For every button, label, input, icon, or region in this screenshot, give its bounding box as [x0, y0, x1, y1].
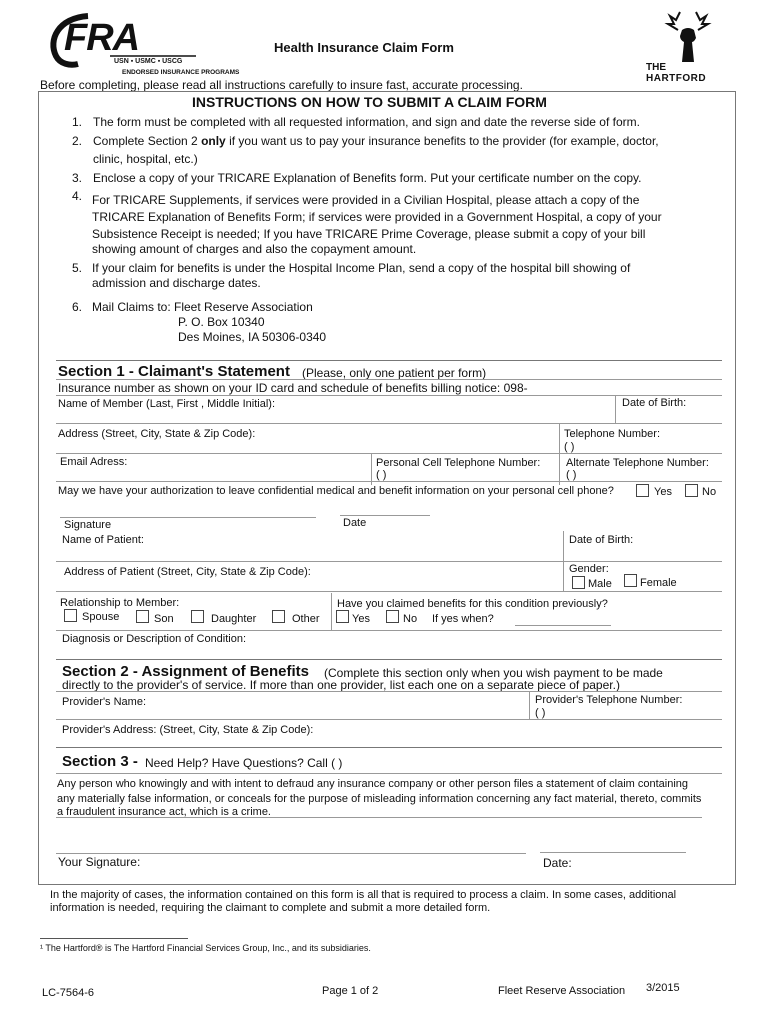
stag-icon: [658, 8, 718, 64]
relationship-label: Relationship to Member:: [60, 597, 180, 609]
rel-son-checkbox[interactable]: [136, 610, 149, 623]
section3-help: Need Help? Have Questions? Call ( ): [145, 756, 343, 770]
signature-date-field[interactable]: [340, 515, 430, 516]
provider-phone-label: Provider's Telephone Number:: [535, 694, 683, 706]
form-title: Health Insurance Claim Form: [274, 40, 454, 55]
member-name-field[interactable]: [56, 423, 722, 424]
auth-yes-label: Yes: [654, 486, 672, 498]
claimed-no-label: No: [403, 613, 418, 625]
provider-address-field[interactable]: [56, 747, 722, 748]
provider-phone-paren: ( ): [535, 707, 546, 719]
majority-note-2: information is needed, requiring the claimant to complete and submit a more detailed form.: [50, 902, 491, 914]
rel-daughter-label: Daughter: [211, 613, 257, 625]
instr-item-2a: Complete Section 2: [93, 134, 202, 148]
email-label: Email Adress:: [60, 456, 128, 468]
fra-logo: [48, 10, 240, 76]
patient-dob-label: Date of Birth:: [569, 534, 634, 546]
gender-female-label: Female: [640, 577, 677, 589]
if-yes-when-label: If yes when?: [432, 613, 494, 625]
section1-note: (Please, only one patient per form): [302, 366, 487, 380]
instr-item-6: Mail Claims to: Fleet Reserve Association: [92, 300, 313, 314]
patient-address-label: Address of Patient (Street, City, State & Zip Code):: [64, 566, 311, 578]
mail-address-line1: P. O. Box 10340: [178, 315, 265, 329]
signature-date-label: Date: [343, 517, 367, 529]
authorization-question: May we have your authorization to leave confidential medical and benefit information on your personal cell phone?: [58, 485, 614, 497]
section2-title: Section 2 - Assignment of Benefits: [62, 663, 309, 680]
instr-item-2d: clinic, hospital, etc.): [93, 152, 198, 166]
signature-field[interactable]: [60, 517, 316, 518]
section1-title: Section 1 - Claimant's Statement: [58, 363, 290, 380]
your-signature-field[interactable]: [56, 853, 526, 854]
your-signature-label: Your Signature:: [58, 855, 141, 869]
section3-title: Section 3 -: [62, 753, 138, 770]
fraud-warning-3: a fraudulent insurance act, which is a crime.: [57, 806, 271, 818]
diagnosis-label: Diagnosis or Description of Condition:: [62, 633, 247, 645]
address-field[interactable]: [56, 453, 722, 454]
claimed-before-question: Have you claimed benefits for this condition previously?: [337, 598, 608, 610]
claimed-yes-label: Yes: [352, 613, 370, 625]
patient-address-field[interactable]: [56, 591, 722, 592]
patient-name-field[interactable]: [56, 561, 722, 562]
instr-item-4a: For TRICARE Supplements, if services were provided in a Civilian Hospital, please attach a copy of the: [92, 193, 640, 207]
instr-item-3: Enclose a copy of your TRICARE Explanation of Benefits form. Put your certificate number on the copy.: [93, 171, 642, 185]
instr-num-3: 3.: [72, 171, 83, 185]
member-dob-label: Date of Birth:: [622, 397, 687, 409]
instr-item-2c: if you want us to pay your insurance benefits to the provider (for example, doctor,: [225, 134, 659, 148]
gender-female-checkbox[interactable]: [624, 574, 637, 587]
telephone-label: Telephone Number:: [564, 428, 661, 440]
rel-spouse-checkbox[interactable]: [64, 609, 77, 622]
section2-note-2: directly to the provider's of service. If more than one provider, list each one on a separate piece of paper.): [62, 678, 620, 692]
rel-other-checkbox[interactable]: [272, 610, 285, 623]
hartford-logo: [640, 8, 730, 88]
rel-other-label: Other: [292, 613, 320, 625]
auth-yes-checkbox[interactable]: [636, 484, 649, 497]
instr-item-2: [93, 134, 659, 148]
majority-note-1: In the majority of cases, the information contained on this form is all that is required to process a claim. In some cases, additional: [50, 889, 677, 901]
instr-item-4c: Subsistence Receipt is needed; If you have TRICARE Prime Coverage, please submit a copy of your bill: [92, 227, 646, 241]
your-date-label: Date:: [543, 856, 572, 870]
diagnosis-field[interactable]: [56, 659, 722, 660]
hartford-the: THE: [646, 62, 666, 73]
rel-daughter-checkbox[interactable]: [191, 610, 204, 623]
instr-item-1: The form must be completed with all requested information, and sign and date the reverse side of form.: [93, 115, 640, 129]
claimed-no-checkbox[interactable]: [386, 610, 399, 623]
gender-male-checkbox[interactable]: [572, 576, 585, 589]
fra-logo-text: FRA: [64, 17, 140, 59]
instr-item-5a: If your claim for benefits is under the Hospital Income Plan, send a copy of the hospital bill showing of: [92, 261, 631, 275]
form-number: LC-7564-6: [42, 987, 94, 999]
provider-address-label: Provider's Address: (Street, City, State & Zip Code):: [62, 724, 314, 736]
member-name-label: Name of Member (Last, First , Middle Initial):: [58, 398, 276, 410]
before-completing-text: Before completing, please read all instructions carefully to insure fast, accurate processing.: [40, 78, 523, 92]
provider-name-field[interactable]: [56, 719, 722, 720]
instructions-title: INSTRUCTIONS ON HOW TO SUBMIT A CLAIM FORM: [192, 94, 547, 110]
auth-no-label: No: [702, 486, 717, 498]
page-number: Page 1 of 2: [322, 985, 379, 997]
instr-item-2-only: only: [201, 134, 226, 148]
instr-num-6: 6.: [72, 300, 83, 314]
instr-num-1: 1.: [72, 115, 83, 129]
email-field[interactable]: [56, 481, 722, 482]
cell-phone-paren: ( ): [376, 469, 387, 481]
alt-phone-label: Alternate Telephone Number:: [566, 457, 709, 469]
section2-note-1: (Complete this section only when you wish payment to be made: [324, 666, 663, 680]
footer-org: Fleet Reserve Association: [498, 985, 626, 997]
footnote: ¹ The Hartford® is The Hartford Financial Services Group, Inc., and its subsidiaries.: [40, 943, 371, 953]
telephone-paren: ( ): [564, 441, 575, 453]
rel-spouse-label: Spouse: [82, 611, 120, 623]
fraud-warning-2: any materially false information, or conceals for the purpose of misleading information concerning any fact material, thereto, commits: [57, 793, 702, 805]
instr-num-4: 4.: [72, 189, 83, 203]
signature-label: Signature: [64, 519, 112, 531]
instr-item-5b: admission and discharge dates.: [92, 276, 261, 290]
auth-no-checkbox[interactable]: [685, 484, 698, 497]
address-label: Address (Street, City, State & Zip Code):: [58, 428, 256, 440]
provider-name-label: Provider's Name:: [62, 696, 147, 708]
rel-son-label: Son: [154, 613, 174, 625]
if-yes-when-field[interactable]: [515, 625, 611, 626]
hartford-name: HARTFORD: [646, 73, 707, 84]
mail-address-line2: Des Moines, IA 50306-0340: [178, 330, 327, 344]
claimed-yes-checkbox[interactable]: [336, 610, 349, 623]
footer-date: 3/2015: [646, 982, 680, 994]
instr-item-4d: showing amount of charges and also the copayment amount.: [92, 242, 417, 256]
alt-phone-paren: ( ): [566, 469, 577, 481]
insurance-number-label: Insurance number as shown on your ID card and schedule of benefits billing notice: 098-: [58, 381, 528, 395]
gender-label: Gender:: [569, 563, 609, 575]
insurance-number-field[interactable]: [56, 395, 722, 396]
instr-num-5: 5.: [72, 261, 83, 275]
cell-phone-label: Personal Cell Telephone Number:: [376, 457, 541, 469]
fra-logo-sub: USN ▪ USMC ▪ USCG: [114, 58, 183, 65]
instr-item-4b: TRICARE Explanation of Benefits Form; if services were provided in a Government Hospital, a copy of your: [92, 210, 662, 224]
your-date-field[interactable]: [540, 852, 686, 853]
instr-num-2: 2.: [72, 134, 83, 148]
gender-male-label: Male: [588, 578, 612, 590]
fra-logo-programs: ENDORSED INSURANCE PROGRAMS: [122, 69, 240, 76]
fraud-warning-1: Any person who knowingly and with intent to defraud any insurance company or other person files a statement of claim containing: [57, 778, 689, 790]
patient-name-label: Name of Patient:: [62, 534, 144, 546]
